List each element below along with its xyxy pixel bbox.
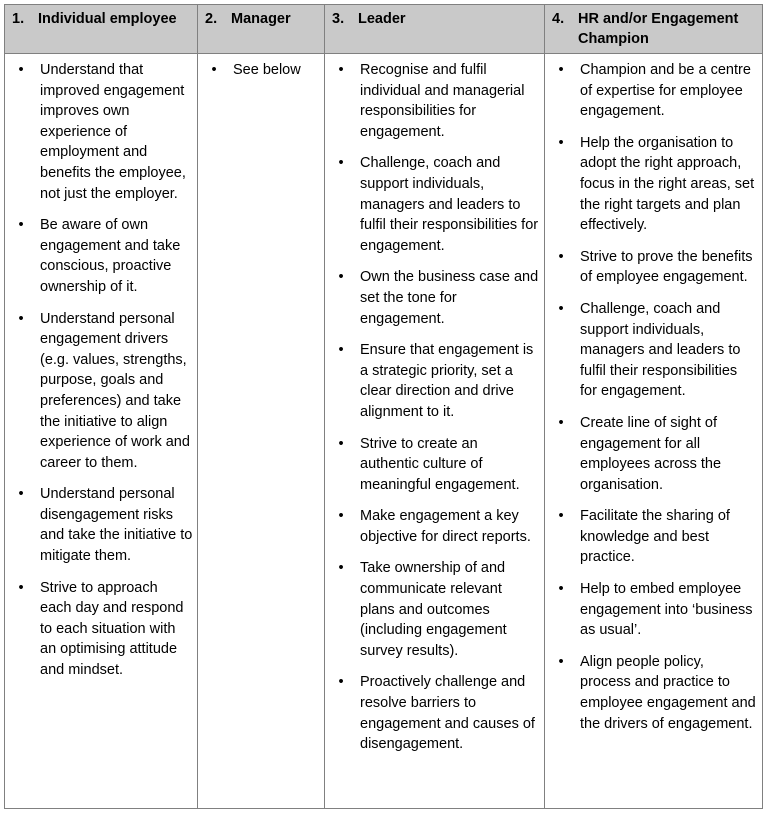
list-item [332, 153, 540, 256]
list-item-text: Understand personal disengagement risks and take the initiative to mitigate them. [40, 486, 193, 565]
column-header-manager [198, 5, 325, 54]
bullet-icon: • [18, 579, 24, 596]
list-item [332, 506, 540, 547]
list-item-text: Own the business case and set the tone for engagement. [360, 269, 539, 327]
column-number: 2. [205, 11, 218, 27]
list-item [12, 484, 193, 566]
list-item [552, 133, 758, 236]
list-item-text: Challenge, coach and support individuals, managers and leaders to fulfil their responsibilities for engagement. [360, 155, 539, 254]
responsibility-list [325, 54, 544, 755]
list-item [552, 506, 758, 568]
list-item-text: Be aware of own engagement and take conscious, proactive ownership of it. [40, 217, 181, 295]
header-row [5, 5, 763, 54]
list-item [332, 340, 540, 422]
bullet-icon: • [338, 269, 344, 286]
column-number: 3. [332, 11, 345, 27]
list-item [552, 60, 758, 122]
list-item-text: Ensure that engagement is a strategic priority, set a clear direction and drive alignment to it. [360, 342, 534, 420]
bullet-icon: • [338, 62, 344, 78]
list-item [332, 672, 540, 754]
list-item-text: Help the organisation to adopt the right approach, focus in the right areas, set the right targets and plan effectively. [580, 134, 755, 234]
bullet-icon: • [338, 342, 344, 359]
list-item [12, 215, 193, 297]
bullet-icon: • [338, 560, 344, 577]
list-item-text: See below [233, 62, 301, 78]
list-item [552, 413, 758, 495]
list-item [552, 299, 758, 402]
bullet-icon: • [338, 435, 344, 452]
column-title: HR and/or Engagement Champion [578, 11, 739, 47]
bullet-icon: • [558, 134, 564, 151]
bullet-icon: • [558, 62, 564, 78]
list-item [332, 434, 540, 496]
list-item [12, 578, 193, 681]
list-item [552, 247, 758, 288]
bullet-icon: • [558, 248, 564, 265]
list-item [12, 309, 193, 474]
column-title: Manager [231, 11, 291, 27]
list-item [205, 60, 320, 81]
list-item-text: Create line of sight of engagement for all employees across the organisation. [580, 414, 722, 493]
bullet-icon: • [338, 508, 344, 525]
list-item-text: Challenge, coach and support individuals, managers and leaders to fulfil their responsibilities for engagement. [580, 300, 741, 400]
bullet-icon: • [338, 674, 344, 691]
column-header-individual-employee [5, 5, 198, 54]
list-item [332, 267, 540, 329]
responsibility-list [5, 54, 197, 681]
list-item-text: Align people policy, process and practice to employee engagement and the drivers of engagement. [580, 653, 756, 732]
list-item-text: Make engagement a key objective for direct reports. [360, 508, 531, 545]
bullet-icon: • [18, 486, 24, 503]
column-title: Leader [358, 11, 406, 27]
list-item-text: Take ownership of and communicate relevant plans and outcomes (including engagement survey results). [360, 560, 507, 659]
cell-hr-engagement-champion [545, 54, 763, 809]
list-item-text: Understand that improved engagement improves own experience of employment and benefits the employee, not just the employer. [40, 62, 186, 202]
list-item-text: Understand personal engagement drivers (e.g. values, strengths, purpose, goals and preferences) and take the initiative to align experience of work and career to them. [40, 310, 190, 471]
responsibility-list [198, 54, 324, 81]
list-item-text: Champion and be a centre of expertise for employee engagement. [580, 62, 751, 120]
column-title: Individual employee [38, 11, 177, 27]
bullet-icon: • [18, 217, 24, 234]
cell-individual-employee [5, 54, 198, 809]
column-number: 4. [552, 11, 565, 27]
list-item [12, 60, 193, 204]
bullet-icon: • [558, 300, 564, 317]
cell-manager [198, 54, 325, 809]
list-item-text: Recognise and fulfil individual and managerial responsibilities for engagement. [360, 62, 525, 140]
bullet-icon: • [558, 508, 564, 525]
column-number: 1. [12, 11, 25, 27]
list-item [552, 652, 758, 734]
list-item [332, 558, 540, 661]
column-header-leader [325, 5, 545, 54]
bullet-icon: • [18, 62, 24, 78]
list-item-text: Facilitate the sharing of knowledge and best practice. [580, 508, 730, 566]
list-item [552, 579, 758, 641]
bullet-icon: • [558, 414, 564, 431]
cell-leader [325, 54, 545, 809]
list-item-text: Strive to approach each day and respond to each situation with an optimising attitude and mindset. [40, 579, 184, 679]
list-item-text: Strive to prove the benefits of employee engagement. [580, 248, 753, 286]
content-row [5, 54, 763, 809]
list-item-text: Help to embed employee engagement into ‘business as usual’. [580, 581, 753, 639]
bullet-icon: • [558, 581, 564, 598]
bullet-icon: • [18, 310, 24, 327]
list-item [332, 60, 540, 142]
bullet-icon: • [558, 653, 564, 670]
list-item-text: Proactively challenge and resolve barriers to engagement and causes of disengagement. [360, 674, 535, 753]
responsibilities-table [4, 4, 763, 809]
list-item-text: Strive to create an authentic culture of meaningful engagement. [360, 435, 520, 493]
column-header-hr-engagement-champion [545, 5, 763, 54]
bullet-icon: • [211, 62, 217, 78]
responsibility-list [545, 54, 762, 734]
bullet-icon: • [338, 155, 344, 172]
